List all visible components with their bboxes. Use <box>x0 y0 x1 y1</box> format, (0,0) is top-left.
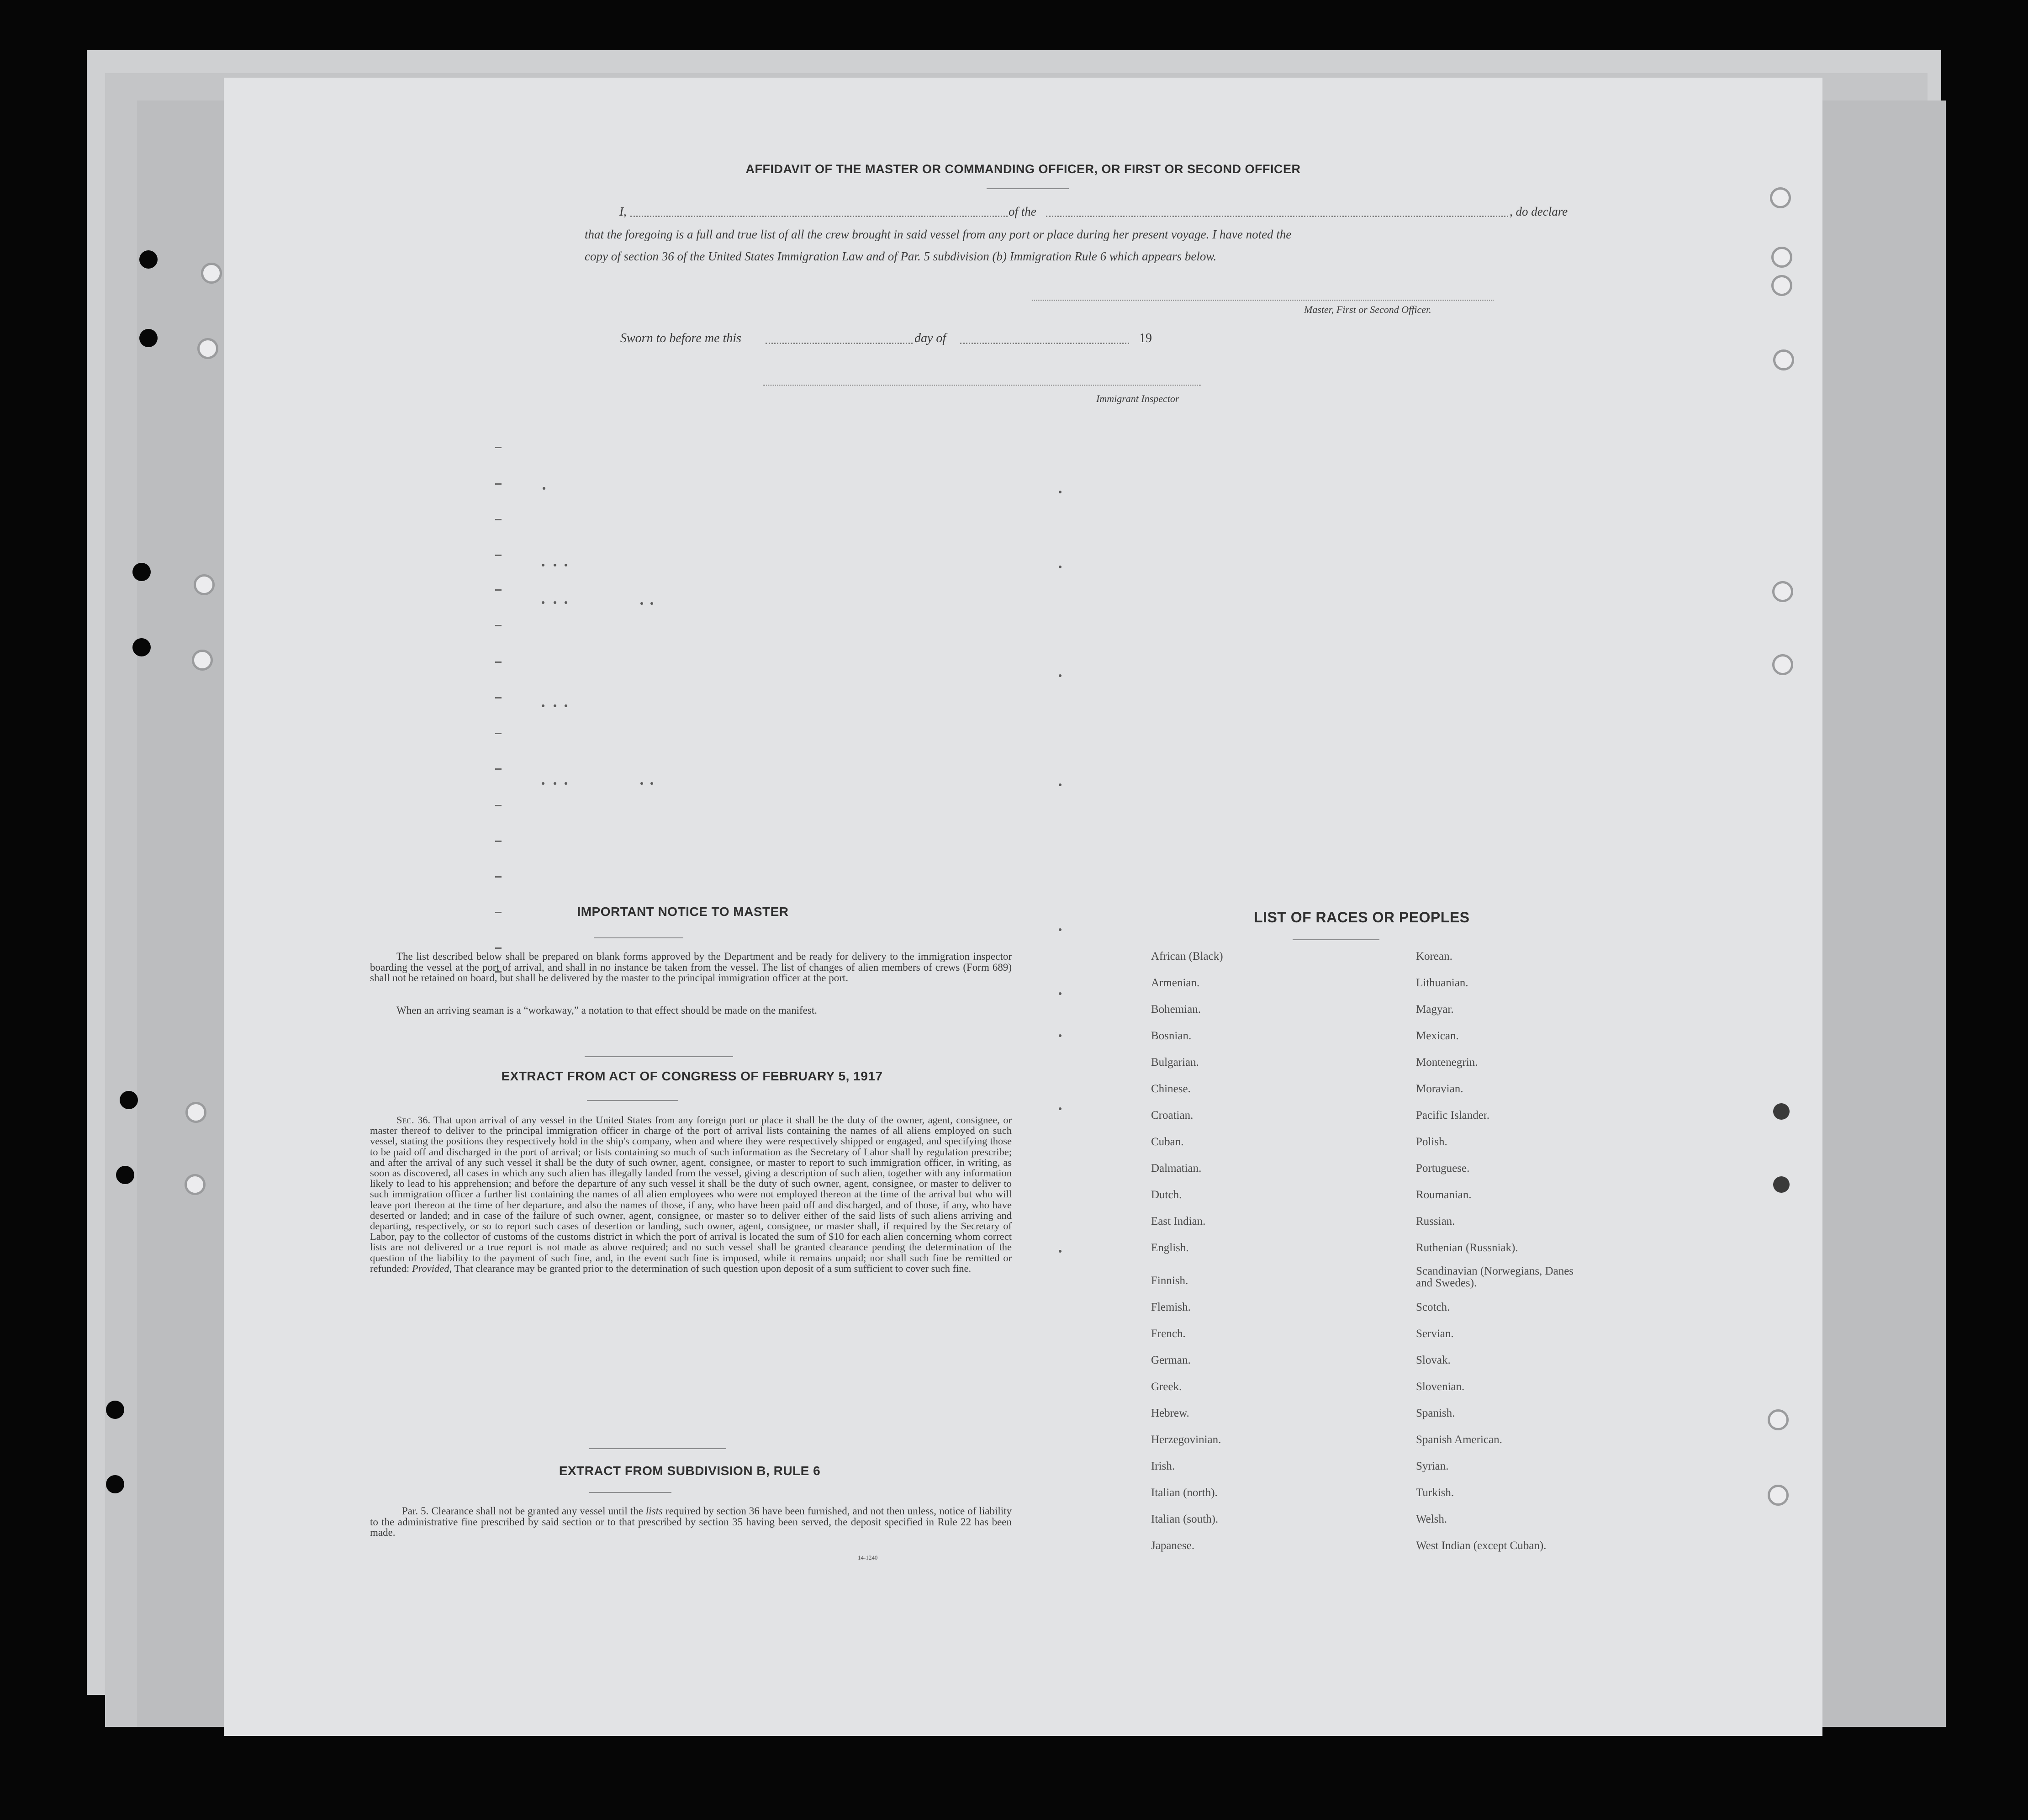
race-item: Moravian. <box>1416 1083 1463 1095</box>
race-item: Bulgarian. <box>1151 1056 1199 1069</box>
race-item: Pacific Islander. <box>1416 1109 1490 1122</box>
race-item: Japanese. <box>1151 1540 1195 1552</box>
mark <box>495 768 502 770</box>
mark <box>1059 1250 1062 1253</box>
race-item: Lithuanian. <box>1416 977 1468 989</box>
race-item: Slovak. <box>1416 1354 1451 1366</box>
section-text: That upon arrival of any vessel in the United States from any foreign port or place it shall be the duty of the owner, agent, consignee, or master thereof to deliver to the principal immigration officer in charge of the port of arrival lists containing the names of all aliens employed on such vessel, stating the positions they respectively hold in the ship's company, when and where they were respectively shipped or engaged, and specifying those to be paid off and discharged in the port of arrival; or lists containing so much of such information as the Secretary of Labor shall by regulation prescribe; and after the arrival of any such vessel it shall be the duty of such owner, agent, consignee, or master to report to such immigration officer, in writing, as soon as discovered, all cases in which any such alien has illegally landed from the vessel, giving a description of such alien, together with any information likely to lead to his apprehension; and before the departure of any such vessel it shall be the duty of such owner, agent, consignee, or master to deliver to such immigration officer a further list containing the names of all alien employees who were not employed thereon at the time of the arrival but who will leave port thereon at the time of her departure, and also the names of those, if any, who have been paid off and discharged, and of those, if any, who have deserted or landed; and in case of the failure of such owner, agent, consignee, or master so to deliver either of the said lists of such aliens arriving and departing, respectively, or so to report such cases of desertion or landing, such owner, agent, consignee, or master shall, if required by the Secretary of Labor, pay to the collector of customs of the customs district in which the port of arrival is located the sum of $10 for each alien concerning whom correct lists are not delivered or a true report is not made as above required; and no such vessel shall be granted clearance pending the determination of the question of the liability to the payment of such fine, and, in the event such fine is imposed, while it remains unpaid; nor shall such fine be remitted or refunded: <box>370 1114 1012 1274</box>
sworn-month-blank[interactable] <box>960 343 1129 344</box>
punch-hole-ring <box>197 338 218 359</box>
name-blank[interactable] <box>630 216 1008 217</box>
race-item: Spanish. <box>1416 1407 1455 1419</box>
race-item: Croatian. <box>1151 1109 1194 1122</box>
divider <box>587 1100 678 1101</box>
inspector-signature-blank[interactable] <box>763 385 1201 386</box>
race-item: Welsh. <box>1416 1513 1447 1525</box>
mark <box>1059 1034 1062 1037</box>
mark <box>495 841 502 842</box>
sworn-year: 19 <box>1139 331 1152 345</box>
mark <box>640 782 643 785</box>
mark <box>542 601 544 604</box>
punch-hole-ring <box>1773 349 1794 370</box>
affidavit-title: AFFIDAVIT OF THE MASTER OR COMMANDING OFFICER, OR FIRST OR SECOND OFFICER <box>745 162 1301 176</box>
affidavit-line2: that the foregoing is a full and true list of all the crew brought in said vessel from any port or place during her present voyage. I have noted the <box>585 228 1292 241</box>
mark <box>542 782 544 785</box>
race-item: Magyar. <box>1416 1003 1454 1016</box>
notice-title: IMPORTANT NOTICE TO MASTER <box>577 905 789 919</box>
punch-hole <box>1773 1103 1790 1120</box>
race-item: Ruthenian (Russniak). <box>1416 1242 1518 1254</box>
sworn-prefix: Sworn to before me this <box>620 331 741 345</box>
mark <box>495 661 502 663</box>
master-caption: Master, First or Second Officer. <box>1304 304 1431 315</box>
mark <box>495 697 502 698</box>
mark <box>554 601 556 604</box>
mark <box>495 555 502 556</box>
master-signature-blank[interactable] <box>1032 300 1494 301</box>
race-item: Dutch. <box>1151 1189 1182 1201</box>
extract-rule-body <box>370 1506 1012 1538</box>
mark <box>495 805 502 806</box>
mark <box>1059 1107 1062 1110</box>
race-item: Servian. <box>1416 1328 1454 1340</box>
punch-hole <box>120 1091 138 1109</box>
extract-rule-title: EXTRACT FROM SUBDIVISION B, RULE 6 <box>559 1464 821 1478</box>
mark <box>495 625 502 626</box>
mark <box>543 487 545 490</box>
affidavit-of-the: of the <box>1009 205 1036 218</box>
punch-hole-ring <box>1771 247 1792 268</box>
mark <box>495 589 502 591</box>
vessel-blank[interactable] <box>1046 216 1508 217</box>
mark <box>554 704 556 707</box>
race-item: Finnish. <box>1151 1275 1188 1287</box>
punch-hole-ring <box>1772 654 1793 675</box>
mark <box>650 602 653 605</box>
punch-hole <box>1773 1176 1790 1193</box>
punch-hole <box>106 1475 124 1493</box>
mark <box>1059 566 1062 568</box>
rule-text: Par. 5. Clearance shall not be granted any vessel until the <box>402 1505 643 1517</box>
race-item: Bosnian. <box>1151 1030 1192 1042</box>
mark <box>565 601 567 604</box>
divider <box>1293 939 1379 940</box>
race-item: Turkish. <box>1416 1487 1454 1499</box>
race-item: English. <box>1151 1242 1189 1254</box>
form-number: 14-1240 <box>858 1554 878 1561</box>
race-item: Flemish. <box>1151 1301 1191 1313</box>
notice-paragraph-1: The list described below shall be prepared on blank forms approved by the Department and be ready for delivery to the immigration inspector boarding the vessel at the port of arrival, and shall in no instance be taken from the vessel. The list of changes of alien members of crews (Form 689) shall not be retained on board, but shall be delivered by the master to the principal immigration officer at the port. <box>370 951 1012 984</box>
race-item: Herzegovinian. <box>1151 1434 1221 1446</box>
race-item: Spanish American. <box>1416 1434 1502 1446</box>
punch-hole <box>106 1401 124 1419</box>
race-item: Chinese. <box>1151 1083 1191 1095</box>
mark <box>650 782 653 785</box>
race-item: French. <box>1151 1328 1186 1340</box>
divider <box>585 1056 733 1057</box>
race-item: Hebrew. <box>1151 1407 1189 1419</box>
punch-hole-ring <box>1768 1485 1789 1506</box>
lists-word: lists <box>645 1505 663 1517</box>
divider <box>594 937 683 938</box>
mark <box>1059 674 1062 677</box>
punch-hole <box>132 563 151 581</box>
race-item: Mexican. <box>1416 1030 1459 1042</box>
mark <box>495 876 502 878</box>
notice-paragraph-2: When an arriving seaman is a “workaway,” a notation to that effect should be made on the manifest. <box>396 1005 817 1016</box>
form-page <box>224 78 1822 1736</box>
extract-act-body <box>370 1115 1012 1274</box>
punch-hole-ring <box>192 650 213 671</box>
punch-hole-ring <box>185 1102 206 1123</box>
race-item: Portuguese. <box>1416 1162 1470 1175</box>
race-item: Armenian. <box>1151 977 1200 989</box>
punch-hole-ring <box>194 574 215 595</box>
race-item: Slovenian. <box>1416 1381 1465 1393</box>
sworn-day-of: day of <box>914 331 946 345</box>
affidavit-i: I, <box>619 205 627 218</box>
race-item: Irish. <box>1151 1460 1175 1472</box>
mark <box>554 564 556 566</box>
punch-hole-ring <box>1771 275 1792 296</box>
mark <box>495 519 502 520</box>
race-item: Syrian. <box>1416 1460 1449 1472</box>
mark <box>565 564 567 566</box>
race-item: Greek. <box>1151 1381 1182 1393</box>
mark <box>495 947 502 949</box>
punch-hole-ring <box>185 1174 206 1195</box>
mark <box>565 782 567 785</box>
mark <box>1059 491 1062 493</box>
affidavit-declare: , do declare <box>1510 205 1568 218</box>
race-item: German. <box>1151 1354 1191 1366</box>
race-item: Polish. <box>1416 1136 1447 1148</box>
section-label: Sec. 36. <box>396 1114 431 1126</box>
punch-hole <box>132 638 151 656</box>
rule-text-end: required by section 36 have been furnished, and not then unless, notice of liability to the administrative fine prescribed by said section or to that prescribed by section 35 having been served, the deposit specified in Rule 22 has been made. <box>370 1505 1012 1538</box>
punch-hole-ring <box>201 263 222 284</box>
inspector-caption: Immigrant Inspector <box>1096 393 1179 404</box>
mark <box>1059 783 1062 786</box>
race-item: Scandinavian (Norwegians, Danes and Swedes). <box>1416 1265 1574 1289</box>
section-text-end: That clearance may be granted prior to the determination of such question upon deposit of a sum sufficient to cover such fine. <box>454 1262 972 1274</box>
mark <box>565 704 567 707</box>
race-item: Russian. <box>1416 1215 1455 1227</box>
mark <box>495 483 502 485</box>
punch-hole <box>139 250 158 269</box>
divider <box>589 1448 726 1449</box>
race-item: West Indian (except Cuban). <box>1416 1540 1547 1552</box>
mark <box>542 704 544 707</box>
race-item: Scotch. <box>1416 1301 1450 1313</box>
provided-word: Provided, <box>412 1262 452 1274</box>
race-item: Bohemian. <box>1151 1003 1201 1016</box>
divider <box>987 188 1069 189</box>
mark <box>542 564 544 566</box>
mark <box>1059 992 1062 995</box>
mark <box>640 602 643 605</box>
mark <box>495 447 502 448</box>
race-item: Korean. <box>1416 950 1452 963</box>
race-item: Montenegrin. <box>1416 1056 1478 1069</box>
mark <box>1059 928 1062 931</box>
punch-hole-ring <box>1770 187 1791 208</box>
punch-hole-ring <box>1772 581 1793 602</box>
divider <box>589 1492 671 1493</box>
extract-act-title: EXTRACT FROM ACT OF CONGRESS OF FEBRUARY 5, 1917 <box>501 1069 883 1083</box>
punch-hole <box>139 329 158 347</box>
race-item: Italian (north). <box>1151 1487 1218 1499</box>
race-item: Roumanian. <box>1416 1189 1472 1201</box>
race-item: Cuban. <box>1151 1136 1184 1148</box>
mark <box>554 782 556 785</box>
sworn-day-blank[interactable] <box>766 343 913 344</box>
race-item: East Indian. <box>1151 1215 1206 1227</box>
affidavit-line3: copy of section 36 of the United States Immigration Law and of Par. 5 subdivision (b) Immigration Rule 6 which appears below. <box>585 249 1217 263</box>
races-title: LIST OF RACES OR PEOPLES <box>1254 909 1470 926</box>
race-item: Dalmatian. <box>1151 1162 1202 1175</box>
mark <box>495 733 502 734</box>
race-item: Italian (south). <box>1151 1513 1219 1525</box>
race-item: African (Black) <box>1151 950 1223 963</box>
punch-hole-ring <box>1768 1409 1789 1430</box>
punch-hole <box>116 1166 134 1184</box>
